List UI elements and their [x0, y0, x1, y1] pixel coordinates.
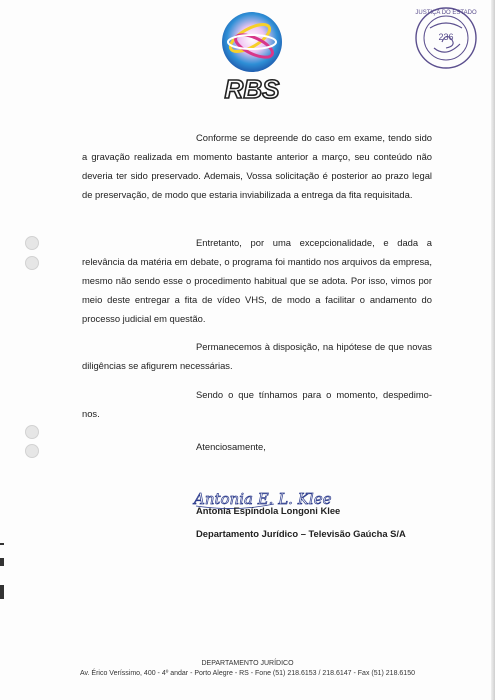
letter-paragraph: Entretanto, por uma excepcionalidade, e dada a relevância da matéria em debate, o programa foi mantido nos arquivos da empresa, mesmo não sendo esse o procedimento habitual que se adota. Por isso, vimos por meio deste entregar a fita de vídeo VHS, de modo a facilitar o andamento do processo judicial em questão. [82, 237, 432, 324]
punch-hole [25, 425, 39, 439]
footer-department: DEPARTAMENTO JURÍDICO [201, 660, 294, 667]
letter-paragraph: Conforme se depreende do caso em exame, tendo sido a gravação realizada em momento bastante anterior a março, seu conteúdo não deveria ter sido preservado. Ademais, Vossa solicitação é posterior ao prazo legal de preservação, de modo que estaria inviabilizada a entrega da fita requisitada. [82, 132, 432, 200]
footer-address: Av. Érico Veríssimo, 400 - 4º andar - Porto Alegre - RS - Fone (51) 218.6153 / 218.6147 - Fax (51) 218.6150 [80, 670, 415, 677]
svg-text:JUSTIÇA DO ESTADO: JUSTIÇA DO ESTADO [415, 10, 477, 16]
margin-mark [0, 543, 4, 545]
punch-hole [25, 236, 39, 250]
svg-text:236: 236 [438, 32, 454, 42]
closing-salutation: Atenciosamente, [196, 441, 266, 452]
margin-mark [0, 585, 4, 599]
svg-text:Antonia E. L. Klee: Antonia E. L. Klee [194, 490, 332, 508]
margin-mark [0, 558, 4, 566]
letter-paragraph: Permanecemos à disposição, na hipótese de que novas diligências se afigurem necessárias. [82, 341, 432, 371]
rbs-logo [212, 6, 292, 106]
page-edge [491, 0, 495, 700]
court-stamp [398, 4, 490, 74]
svg-text:RBS: RBS [224, 74, 280, 104]
letter-paragraph: Sendo o que tínhamos para o momento, despedimo-nos. [82, 389, 432, 419]
signatory-name: Antonia Espíndola Longoni Klee [196, 505, 341, 516]
signatory-department: Departamento Jurídico – Televisão Gaúcha S/A [196, 528, 406, 539]
punch-hole [25, 256, 39, 270]
punch-hole [25, 444, 39, 458]
